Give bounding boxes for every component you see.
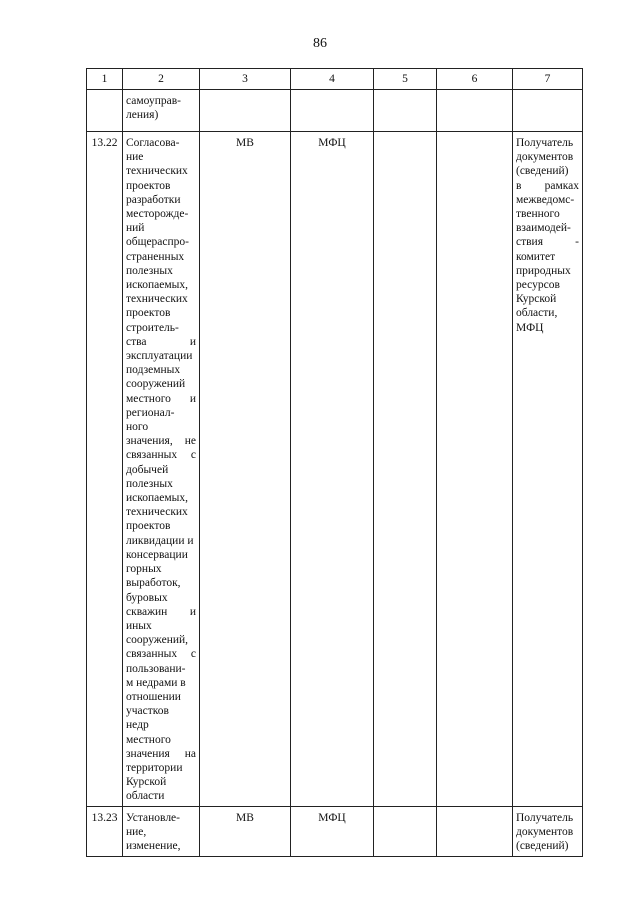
text-line (126, 278, 196, 292)
word: ства (126, 335, 147, 348)
word: отношении (126, 690, 181, 703)
text-line (126, 775, 196, 789)
header-cell-6: 6 (437, 69, 513, 90)
word: Курской (516, 293, 557, 306)
text-line (516, 811, 579, 825)
text-line (516, 264, 579, 278)
word: (сведений) (516, 839, 569, 852)
text-line (126, 789, 196, 803)
word: Согласова- (126, 137, 180, 149)
word: с (190, 449, 196, 462)
word: участков (126, 705, 169, 718)
word: межведомс- (516, 193, 575, 206)
word: технических (126, 293, 188, 306)
text-line (126, 733, 196, 747)
word: документов (516, 151, 574, 164)
services-table (86, 68, 583, 857)
text-line (516, 193, 579, 207)
text-line (126, 718, 196, 732)
text-line (516, 207, 579, 221)
text-line (126, 811, 196, 825)
text-line (126, 647, 196, 661)
text-line (126, 94, 196, 108)
text-line (126, 605, 196, 619)
text-line (516, 150, 579, 164)
text-line (126, 548, 196, 562)
cell-col6 (437, 90, 513, 132)
word: природных (516, 264, 571, 277)
text-line (126, 534, 196, 548)
row-number: 13.23 (87, 806, 123, 856)
text-line (126, 505, 196, 519)
word: области, (516, 307, 558, 320)
word: страненных (126, 250, 185, 263)
table-row (87, 806, 583, 856)
text-line (126, 164, 196, 178)
service-name (123, 806, 200, 856)
word: и (189, 605, 196, 618)
cell-col6 (437, 132, 513, 807)
word: проектов (126, 179, 171, 192)
word: строитель- (126, 321, 179, 334)
header-cell-1: 1 (87, 69, 123, 90)
word: - (575, 236, 579, 249)
word: иных (126, 619, 152, 632)
text-line (126, 448, 196, 462)
header-cell-3: 3 (200, 69, 291, 90)
header-cell-4: 4 (291, 69, 374, 90)
word: местного (126, 392, 171, 405)
text-line (126, 363, 196, 377)
word: взаимодей- (516, 222, 571, 235)
word: эксплуатации (126, 350, 193, 363)
text-line (516, 250, 579, 264)
word: полезных (126, 264, 173, 277)
recipient-cell (513, 806, 583, 856)
text-line (126, 662, 196, 676)
word: сооружений, (126, 634, 189, 647)
text-line (126, 179, 196, 193)
text-line (516, 136, 579, 150)
word: Получатель (516, 811, 574, 824)
service-name (123, 132, 200, 807)
text-line (516, 839, 579, 853)
text-line (126, 576, 196, 590)
word: ископаемых, (126, 492, 189, 505)
word: ления) (126, 109, 159, 122)
word: в (516, 179, 522, 192)
word: Получатель (516, 137, 574, 149)
cell-col5 (374, 132, 437, 807)
header-row (87, 69, 583, 90)
table-row (87, 132, 583, 807)
text-line (126, 136, 196, 150)
word: (сведений) (516, 165, 569, 178)
word: проектов (126, 520, 171, 533)
text-line (126, 633, 196, 647)
text-line (126, 207, 196, 221)
word: Курской (126, 776, 167, 789)
word: ного (126, 421, 149, 434)
text-line (126, 690, 196, 704)
text-line (126, 235, 196, 249)
word: территории (126, 761, 183, 774)
text-line (126, 406, 196, 420)
word: области (126, 790, 165, 803)
word: и (189, 335, 196, 348)
page-number: 86 (313, 36, 327, 51)
text-line (126, 321, 196, 335)
word: значения, (126, 435, 173, 448)
word: технических (126, 506, 188, 519)
word: с (190, 648, 196, 661)
text-line (126, 463, 196, 477)
word: полезных (126, 477, 173, 490)
word: ствия (516, 236, 544, 249)
word: подземных (126, 364, 181, 377)
header-cell-2: 2 (123, 69, 200, 90)
text-line (126, 434, 196, 448)
word: МФЦ (516, 321, 544, 334)
word: ние, (126, 825, 147, 838)
word: твенного (516, 208, 560, 221)
cell-col5 (374, 806, 437, 856)
recipient-cell (513, 132, 583, 807)
cell-col4 (291, 90, 374, 132)
word: ресурсов (516, 279, 560, 292)
text-line (126, 306, 196, 320)
word: изменение, (126, 839, 181, 852)
word: технических (126, 165, 188, 178)
text-line (126, 150, 196, 164)
cell-col4: МФЦ (291, 806, 374, 856)
text-line (126, 292, 196, 306)
text-line (126, 591, 196, 605)
text-line (126, 839, 196, 853)
text-line (516, 321, 579, 335)
text-line (516, 235, 579, 249)
text-line (516, 179, 579, 193)
cell-col6 (437, 806, 513, 856)
word: общераспро- (126, 236, 190, 249)
text-line (126, 519, 196, 533)
cell-col5 (374, 90, 437, 132)
text-line (126, 619, 196, 633)
text-line (516, 221, 579, 235)
text-line (126, 825, 196, 839)
text-line (126, 477, 196, 491)
text-line (126, 193, 196, 207)
cell-col3: МВ (200, 132, 291, 807)
text-line (516, 278, 579, 292)
word: местного (126, 733, 171, 746)
text-line (126, 420, 196, 434)
word: ний (126, 222, 145, 235)
cell-col4: МФЦ (291, 132, 374, 807)
text-line (126, 335, 196, 349)
word: комитет (516, 250, 556, 263)
text-line (126, 264, 196, 278)
text-line (516, 292, 579, 306)
text-line (126, 250, 196, 264)
word: выработок, (126, 577, 181, 590)
text-line (126, 747, 196, 761)
word: регионал- (126, 406, 175, 419)
word: м недрами в (126, 676, 186, 689)
word: документов (516, 825, 574, 838)
word: буровых (126, 591, 168, 604)
word: не (184, 435, 196, 448)
word: связанных (126, 648, 178, 661)
word: горных (126, 563, 162, 576)
text-line (516, 825, 579, 839)
word: связанных (126, 449, 178, 462)
word: значения (126, 747, 170, 760)
header-cell-5: 5 (374, 69, 437, 90)
text-line (126, 676, 196, 690)
word: ископаемых, (126, 279, 189, 292)
text-line (126, 221, 196, 235)
word: скважин (126, 605, 168, 618)
text-line (126, 392, 196, 406)
word: сооружений (126, 378, 186, 391)
word: разработки (126, 193, 181, 206)
word: добычей (126, 463, 169, 476)
cell-col3 (200, 90, 291, 132)
word: месторожде- (126, 208, 189, 221)
row-number: 13.22 (87, 132, 123, 807)
service-name (123, 90, 200, 132)
row-number (87, 90, 123, 132)
word: ние (126, 151, 144, 164)
word: и (189, 392, 196, 405)
text-line (126, 704, 196, 718)
recipient-cell (513, 90, 583, 132)
text-line (126, 761, 196, 775)
text-line (126, 562, 196, 576)
text-line (516, 164, 579, 178)
word: проектов (126, 307, 171, 320)
word: консервации (126, 548, 188, 561)
word: недр (126, 719, 149, 732)
word: самоуправ- (126, 95, 181, 107)
word: Установле- (126, 811, 180, 824)
word: на (184, 747, 196, 760)
text-line (126, 349, 196, 363)
header-cell-7: 7 (513, 69, 583, 90)
text-line (126, 377, 196, 391)
word: ликвидации и (126, 534, 194, 547)
table-row (87, 90, 583, 132)
text-line (126, 491, 196, 505)
cell-col3: МВ (200, 806, 291, 856)
text-line (516, 306, 579, 320)
text-line (126, 108, 196, 122)
word: рамках (544, 179, 579, 192)
word: пользовани- (126, 662, 186, 675)
